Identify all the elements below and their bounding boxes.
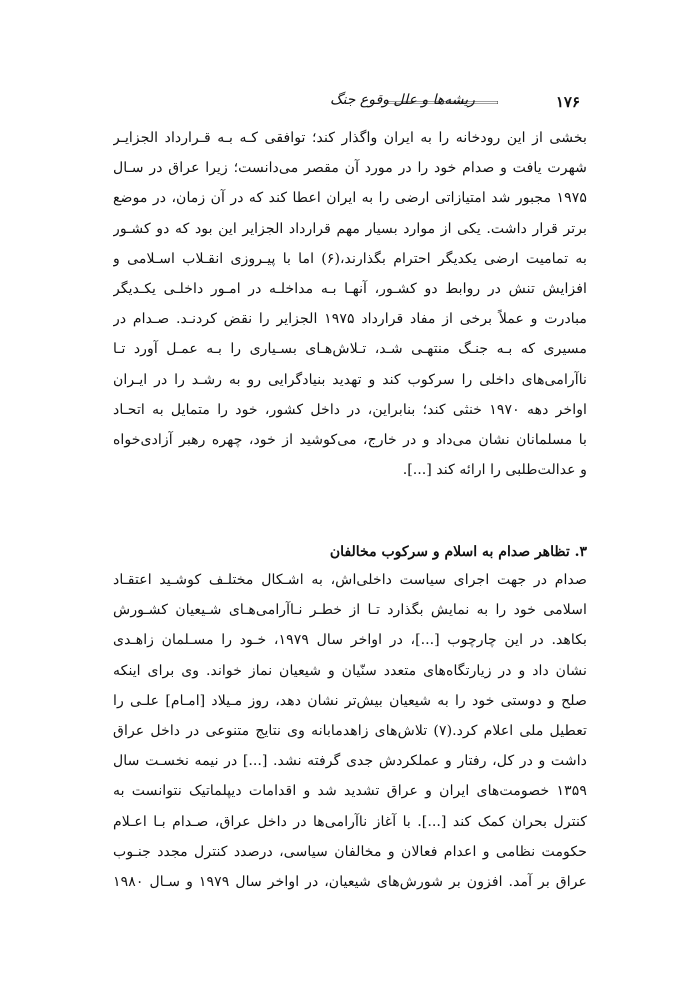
paragraph-1-line: به تمامیت ارضی یکدیگر احترام بگذارند،(۶) اما با پیـروزی انقـلاب اسـلامی و: [113, 250, 587, 267]
paragraph-2-line: اسلامی خود را به نمایش بگذارد تـا از خطـر نـاآرامی‌هـای شـیعیان کشـورش: [113, 602, 587, 619]
paragraph-2-line: کنترل بحران کمک کند [...]. با آغاز ناآرامی‌ها در داخل عراق، صـدام بـا اعـلام: [113, 813, 587, 830]
paragraph-1: [113, 123, 587, 485]
paragraph-1-line: مسیری که بـه جنـگ منتهـی شـد، تـلاش‌هـای بسـیاری را بـه عمـل آورد تـا: [113, 341, 587, 358]
paragraph-2-line: عراق بر آمد. افزون بر شورش‌های شیعیان، در اواخر سال ۱۹۷۹ و سـال ۱۹۸۰: [113, 873, 587, 890]
page-header: [0, 92, 698, 112]
paragraph-1-line: شهرت یافت و صدام خود را در مورد آن مقصر می‌دانست؛ زیرا عراق در سـال: [113, 160, 587, 177]
paragraph-2: [113, 565, 587, 897]
paragraph-2-line: بکاهد. در این چارچوب [...]، در اواخر سال ۱۹۷۹، خـود را مسـلمان زاهـدی: [113, 632, 587, 649]
paragraph-1-line: بخشی از این رودخانه را به ایران واگذار کند؛ توافقی کـه بـه قـرارداد الجزایـر: [113, 130, 587, 146]
page-number: ۱۷۶: [555, 93, 580, 111]
paragraph-2-line: نشان داد و در زیارتگاه‌های متعدد سنّیان و شیعیان نماز خواند. وی برای اینکه: [113, 662, 587, 679]
paragraph-2-line: حکومت نظامی و اعدام فعالان و مخالفان سیاسی، درصدد کنترل مجدد جنـوب: [113, 843, 587, 860]
paragraph-2-line: صدام در جهت اجرای سیاست داخلی‌اش، به اشـکال مختلـف کوشـید اعتقـاد: [113, 572, 587, 588]
paragraph-1-line: و عدالت‌طلبی را ارائه کند [...].: [402, 462, 587, 479]
paragraph-1-line: اواخر دهه ۱۹۷۰ خنثی کند؛ بنابراین، در داخل کشور، خود را متمایل به اتحـاد: [113, 401, 587, 418]
paragraph-1-line: برتر قرار داشت. یکی از موارد بسیار مهم قرارداد الجزایر این بود که دو کشـور: [113, 220, 587, 237]
section-heading: ۳. تظاهر صدام به اسلام و سرکوب مخالفان: [329, 544, 587, 560]
paragraph-1-line: مبادرت و عملاً برخی از مفاد قرارداد ۱۹۷۵ الجزایر را نقض کردنـد. صـدام در: [113, 311, 587, 328]
paragraph-2-line: تعطیل ملی اعلام کرد.(۷) تلاش‌های زاهدمابانه وی نتایج متنوعی در داخل عراق: [113, 722, 587, 739]
paragraph-1-line: افزایش تنش در روابط دو کشـور، آنهـا بـه مداخلـه در امـور داخلـی یکـدیگر: [113, 280, 587, 297]
running-title: ریشه‌ها و علل وقوع جنگ: [330, 92, 475, 108]
paragraph-2-line: ۱۳۵۹ خصومت‌های ایران و عراق تشدید شد و اقدامات دیپلماتیک نتوانست به: [113, 783, 587, 800]
paragraph-1-line: ناآرامی‌های داخلی را سرکوب کند و تهدید بنیادگرایی رو به رشـد را در ایـران: [113, 371, 587, 388]
paragraph-1-line: با مسلمانان نشان می‌داد و در خارج، می‌کوشید از خود، چهره رهبر آزادی‌خواه: [113, 431, 587, 448]
paragraph-2-line: صلح و دوستی خود را به شیعیان بیش‌تر نشان دهد، روز مـیلاد [امـام] علـی را: [113, 692, 587, 709]
paragraph-2-line: داشت و در کل، رفتار و عملکردش جدی گرفته نشد. [...] در نیمه نخسـت سال: [113, 753, 587, 770]
paragraph-1-line: ۱۹۷۵ مجبور شد امتیازاتی ارضی را به ایران اعطا کند که در آن زمان، در موضع: [113, 190, 587, 207]
